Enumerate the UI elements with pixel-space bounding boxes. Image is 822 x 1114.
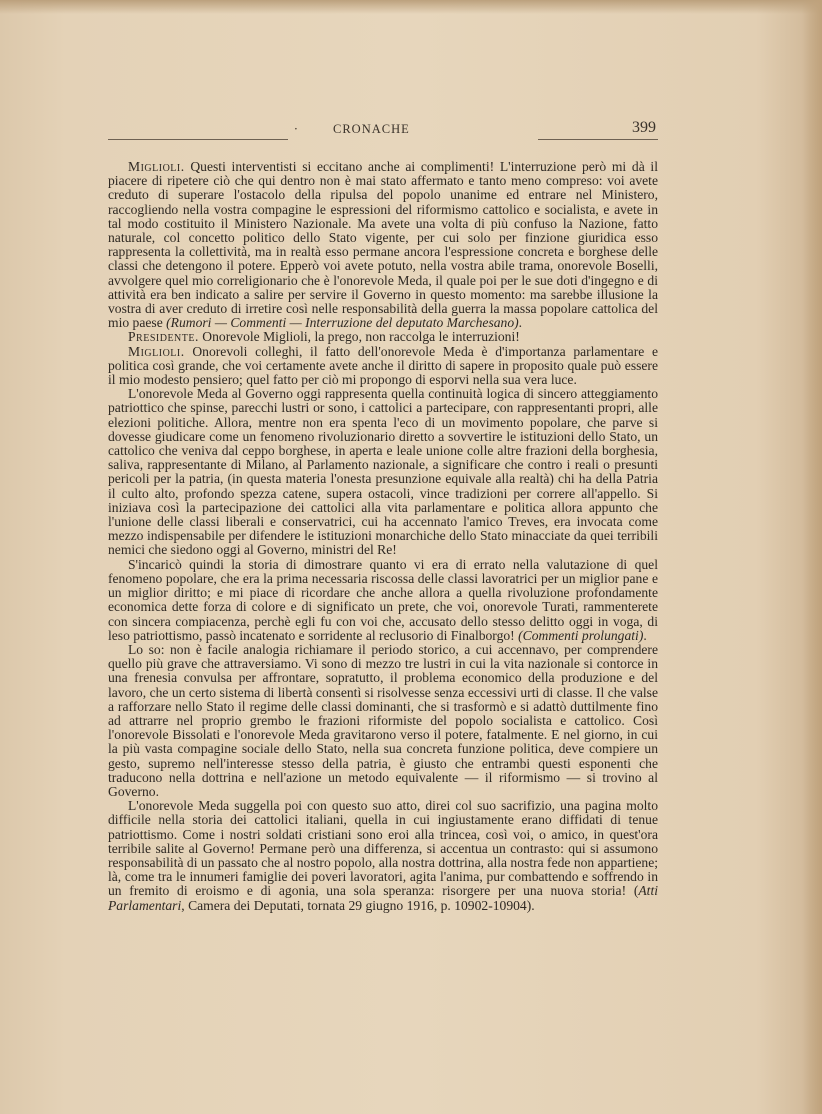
paragraph-italic: (Rumori — Commenti — Interruzione del deputato Marchesano) xyxy=(166,315,519,331)
paragraph-italic: (Commenti prolungati) xyxy=(518,627,644,643)
paragraph-tail: . xyxy=(643,627,647,643)
paragraph-tail: . xyxy=(518,315,523,331)
paragraph-text: Onorevoli colleghi, il fatto dell'onorevole Meda è d'importanza parlamentare e politica così grande, che voi certamente avete anche il diritto di sapere in proposito quale può essere il mio modesto pensiero; quel fatto per ciò mi propongo di esporvi nella sua vera luce. xyxy=(108,343,658,388)
paragraph-text: S'incaricò quindi la storia di dimostrare quanto vi era di errato nella valutazione di quel fenomeno popolare, che era la prima necessaria riscossa delle classi lavoratrici per un miglior pane e un miglior diritto; e mi piace di ricordare che anche allora a quella rivoluzione profondamente economica dette forza di colore e di significato un prete, che voi, onorevole Turati, rammenterete con sincera compiacenza, perchè egli fu con voi che, accusato dello stesso delitto oggi in voga, di leso patriottismo, passò incatenato e sorridente al reclusorio di Finalborgo! xyxy=(108,556,658,643)
page-number: 399 xyxy=(632,119,656,136)
paragraph xyxy=(108,558,658,643)
page-edge-shadow-top xyxy=(0,0,822,14)
page-edge-shadow-right xyxy=(802,0,822,1114)
speaker-name: Miglioli. xyxy=(128,159,185,174)
paragraph xyxy=(108,799,658,913)
running-header xyxy=(108,120,658,142)
paragraph xyxy=(108,330,658,344)
speaker-name: Presidente. xyxy=(128,329,199,345)
paragraph xyxy=(108,387,658,557)
speaker-name: Miglioli. xyxy=(128,343,185,359)
paragraph-tail: , Camera dei Deputati, tornata 29 giugno 1916, p. 10902-10904). xyxy=(181,897,535,913)
paragraph xyxy=(108,345,658,388)
paragraph xyxy=(108,643,658,799)
paragraph-text: Questi interventisti si eccitano anche ai complimenti! L'interruzione però mi dà il piacere di ripetere ciò che qui dentro non è mai stato affermato e tanto meno compreso: voi avete creduto di superare l'ostacolo della ripulsa del popolo unanime ed entrare nel Ministero, raccogliendo nella vostra compagine le espressioni del riformismo cattolico e socialista, e avete in tal modo costituito il Ministero Nazionale. Ma avete una volta di più confuso la Nazione, fatto naturale, col concetto politico dello Stato vigente, per cui solo per finzione giuridica esso rappresenta la collettività, ma in realtà esso permane ancora l'espressione concreta e borghese delle classi che detengono il potere. Epperò voi avete potuto, nella vostra abile trama, onorevole Boselli, avvolgere quel mio correligionario che è l'onorevole Meda, il quale poi per le sue doti d'ingegno e di attività era ben indicato a salire per servire il Governo in questo momento: ma sarebbe illusione la vostra di aver creduto di irretire così nelle responsabilità della guerra la massa popolare cattolica del mio paese xyxy=(108,159,658,331)
paragraph-text: Lo so: non è facile analogia richiamare il periodo storico, a cui accennavo, per comprendere quello più grave che attraversiamo. Vi sono di mezzo tre lustri in cui la vita nazionale si contorce in una frenesia convulsa per affrontare, sopratutto, il problema economico della produzione e del lavoro, che un certo sistema di libertà consentì si risolvesse senza eccessivi urti di classe. Il che valse a rafforzare nello Stato il regime delle classi dominanti, che si trasformò e si adattò duttilmente fino ad attrarre nel proprio grembo le frazioni riformiste del popolo socialista e cattolico. Così l'onorevole Bissolati e l'onorevole Meda gravitarono verso il potere, fatalmente. E nel giorno, in cui la più vasta compagine sociale dello Stato, nella sua concreta funzione politica, deve compiere un gesto, supremo nell'interesse stesso della patria, è giusto che entrambi questi esponenti che traducono nella dottrina e nell'azione un metodo equivalente — il riformismo — si trovino al Governo. xyxy=(108,641,658,799)
header-title: CRONACHE xyxy=(333,122,410,136)
header-rule-right xyxy=(538,139,658,140)
header-ornament: · xyxy=(294,122,298,136)
paragraph-italic: Atti Parlamentari xyxy=(108,883,658,913)
paragraph-text: L'onorevole Meda suggella poi con questo suo atto, direi col suo sacrifizio, una pagina molto difficile nella storia dei cattolici italiani, quella in cui ingiustamente erano diffidati di tenue patriottismo. Come i nostri soldati cristiani sono eroi alla trincea, così voi, o amico, in quest'ora terribile salite al Governo! Permane però una differenza, si accentua un contrasto: qui si assumono responsabilità di un passato che al nostro popolo, alla nostra dottrina, alla nostra fede non appartiene; là, come tra le innumeri famiglie dei poveri lavoratori, agita l'anima, pur combattendo e soffrendo in un fremito di eroismo e di agonia, una sola speranza: risorgere per una nuova storia! ( xyxy=(108,798,659,899)
document-body xyxy=(108,160,658,913)
header-rule-left xyxy=(108,139,288,140)
paragraph-text: L'onorevole Meda al Governo oggi rappresenta quella continuità logica di sincero atteggiamento patriottico che spinse, parecchi lustri or sono, i cattolici a partecipare, con rappresentanti propri, alle elezioni politiche. Allora, mentre non era spenta l'eco di un movimento popolare, che parve si dovesse giudicare come un fenomeno rivoluzionario diretto a sovvertire le istituzioni dello Stato, un cattolico che veniva dal ceppo borghese, in aperta e leale unione colle altre frazioni della borghesia, saliva, rappresentante di Milano, al Parlamento nazionale, a significare che contro i reali o presunti pericoli per la patria, (in questa materia l'onesta presunzione equivale alla realtà) chi ha della Patria il culto alto, profondo spezza catene, supera ostacoli, vince tradizioni per correre all'appello. Si iniziava così la partecipazione dei cattolici alla vita parlamentare e politica allora appunto che l'unione delle classi liberali e conservatrici, cui ha accennato l'amico Treves, era invocata come mezzo indispensabile per difendere le istituzioni monarchiche dello Stato minacciate da quei terribili nemici che siedono oggi al Governo, ministri del Re! xyxy=(108,386,658,558)
paragraph-text: Onorevole Miglioli, la prego, non raccolga le interruzioni! xyxy=(198,329,520,345)
paragraph xyxy=(108,160,658,330)
